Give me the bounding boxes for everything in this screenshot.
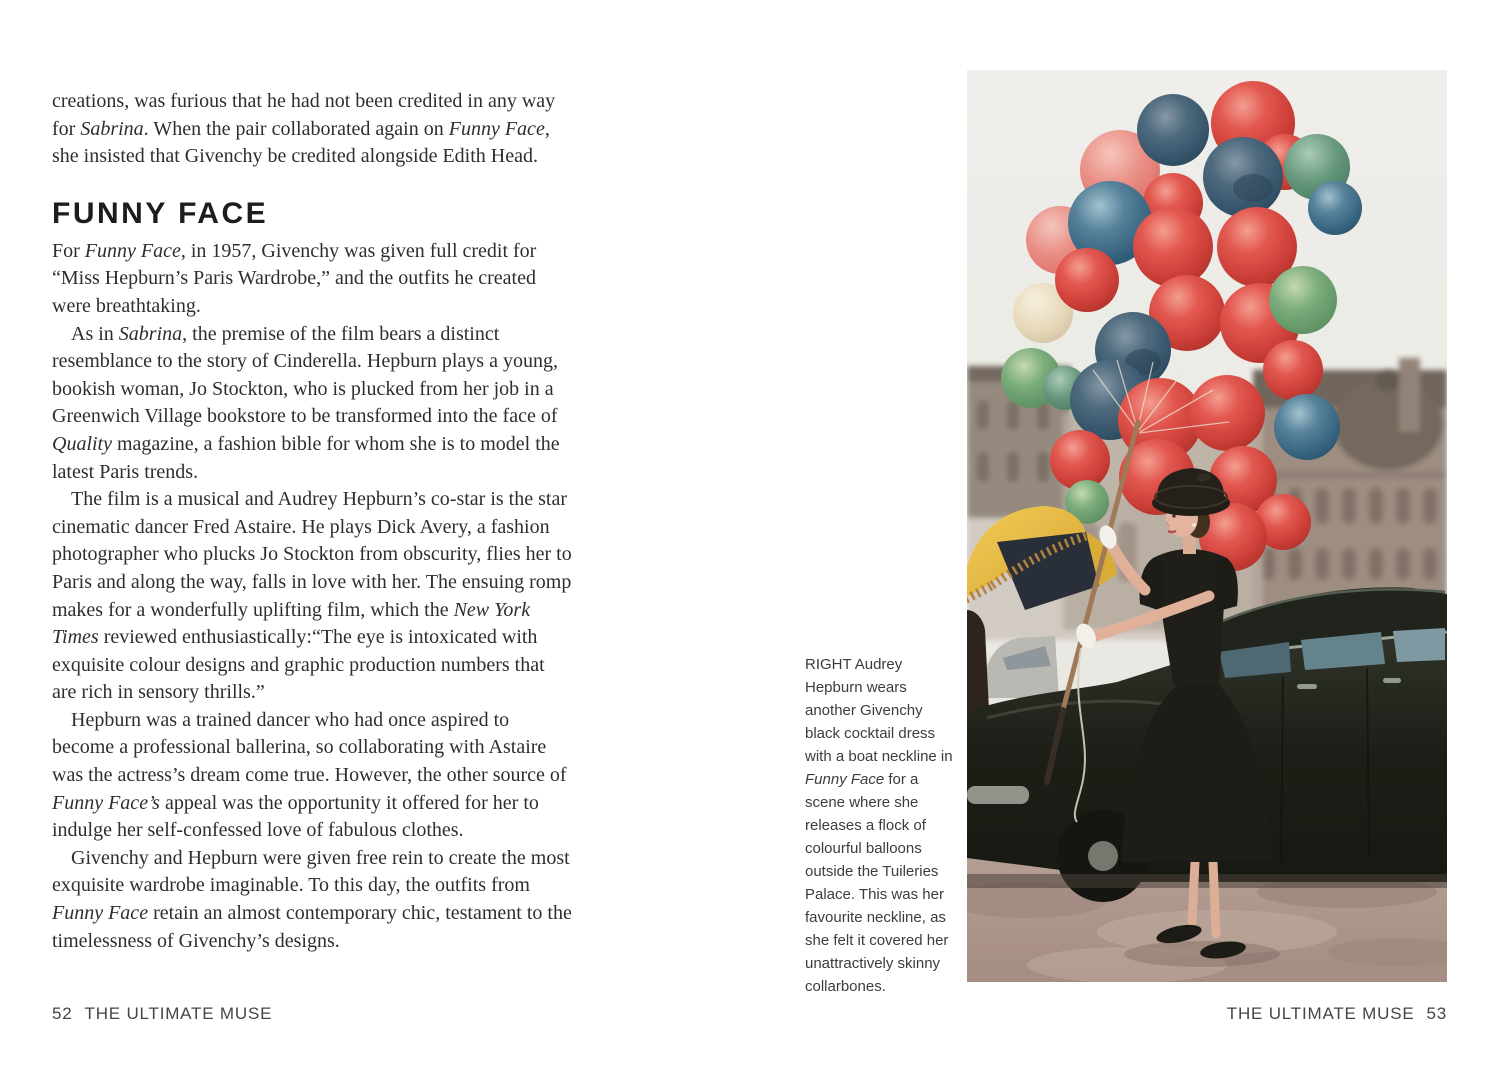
- body-paragraphs: [52, 238, 572, 955]
- body-paragraph: For Funny Face, in 1957, Givenchy was given full credit for “Miss Hepburn’s Paris Wardrobe,” and the outfits he created were breathtaking.: [52, 239, 537, 317]
- body-paragraph: Hepburn was a trained dancer who had once aspired to become a professional ballerina, so collaborating with Astaire was the actress’s dream come true. However, the other source of Funny Face’s appeal was the opportunity it offered for her to indulge her self-confessed love of fabulous clothes.: [52, 708, 567, 842]
- section-heading: FUNNY FACE: [52, 196, 269, 230]
- photo-canvas: [967, 70, 1447, 982]
- body-paragraph: As in Sabrina, the premise of the film bears a distinct resemblance to the story of Cinderella. Hepburn plays a young, bookish woman, Jo Stockton, who is plucked from her job in a Greenwich Village bookstore to be transformed into the face of Quality magazine, a fashion bible for whom she is to model the latest Paris trends.: [52, 322, 560, 483]
- left-page-footer: [52, 1004, 272, 1024]
- running-title-right: THE ULTIMATE MUSE: [1226, 1004, 1415, 1023]
- body-paragraph: Givenchy and Hepburn were given free rein to create the most exquisite wardrobe imaginable. To this day, the outfits from Funny Face retain an almost contemporary chic, testament to the timelessness of Givenchy’s designs.: [52, 846, 572, 952]
- page-number-right: 53: [1426, 1004, 1447, 1023]
- left-page-text-column: [52, 88, 572, 955]
- right-page-footer: [1227, 1004, 1447, 1024]
- photo-tint-overlay: [967, 70, 1447, 982]
- body-paragraph: The film is a musical and Audrey Hepburn’s co-star is the star cinematic dancer Fred Astaire. He plays Dick Avery, a fashion photographer who plucks Jo Stockton from obscurity, flies her to Paris and along the way, falls in love with her. The ensuing romp makes for a wonderfully uplifting film, which the New York Times reviewed enthusiastically:“The eye is intoxicated with exquisite colour designs and graphic production numbers that are rich in sensory thrills.”: [52, 488, 572, 704]
- running-title-left: THE ULTIMATE MUSE: [84, 1004, 273, 1023]
- photo-audrey-hepburn-balloons: [967, 70, 1447, 982]
- page-number-left: 52: [52, 1004, 73, 1023]
- intro-paragraph: creations, was furious that he had not been credited in any way for Sabrina. When the pair collaborated again on Funny Face, she insisted that Givenchy be credited alongside Edith Head.: [52, 90, 556, 168]
- photo-caption: RIGHT Audrey Hepburn wears another Givenchy black cocktail dress with a boat neckline in Funny Face for a scene where she releases a flock of colourful balloons outside the Tuileries Palace. This was her favourite neckline, as she felt it covered her unattractively skinny collarbones.: [805, 656, 953, 995]
